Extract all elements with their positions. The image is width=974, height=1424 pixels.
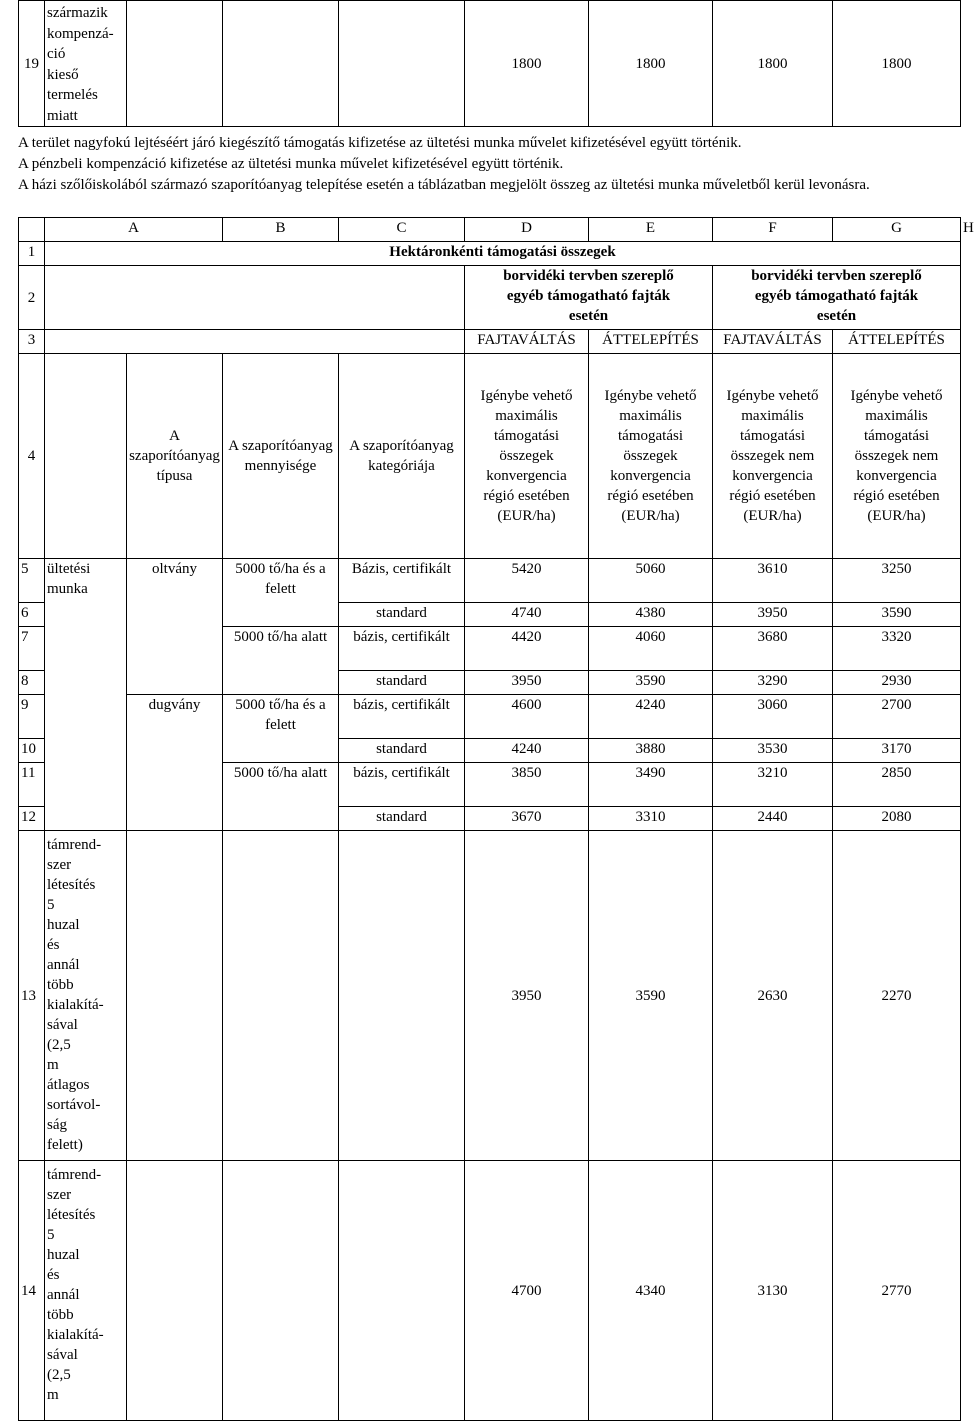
cell-d-category: bázis, certifikált [339, 695, 465, 739]
value-cell: 4240 [465, 739, 589, 763]
value-cell: 4600 [465, 695, 589, 739]
empty-cell [339, 831, 465, 1161]
header-fajtavaltas: FAJTAVÁLTÁS [713, 330, 833, 354]
row-19-number: 19 [19, 1, 45, 127]
line: 5 [47, 1227, 55, 1243]
row-number: 5 [19, 559, 45, 603]
row-number: 6 [19, 603, 45, 627]
value-cell: 3250 [833, 559, 961, 603]
column-header-e: E [589, 218, 713, 242]
cell-b-oltvany: oltvány [127, 559, 223, 695]
row-number: 7 [19, 627, 45, 671]
column-header-g: G [833, 218, 961, 242]
value-cell: 3590 [589, 671, 713, 695]
row-number: 9 [19, 695, 45, 739]
empty-cell [45, 354, 127, 559]
value-cell: 1800 [589, 1, 713, 127]
value-cell: 3310 [589, 807, 713, 831]
cell-d-category: bázis, certifikált [339, 627, 465, 671]
row-19-label [45, 1, 127, 127]
corner-cell [19, 218, 45, 242]
empty-cell [45, 266, 465, 330]
value-cell: 2270 [833, 831, 961, 1161]
value-cell: 2700 [833, 695, 961, 739]
line: támrend- [47, 837, 102, 853]
value-cell: 1800 [465, 1, 589, 127]
value-cell: 3850 [465, 763, 589, 807]
line: szer [47, 857, 72, 873]
line: felett) [47, 1137, 83, 1153]
row-number: 10 [19, 739, 45, 763]
value-cell: 2930 [833, 671, 961, 695]
header-attelepites: ÁTTELEPÍTÉS [589, 330, 713, 354]
cell-d-category: bázis, certifikált [339, 763, 465, 807]
row-number: 14 [19, 1161, 45, 1421]
cell-c-quantity: 5000 tő/ha alatt [223, 627, 339, 695]
column-header-a: A [45, 218, 223, 242]
note-paragraph: A terület nagyfokú lejtéséért járó kiegészítő támogatás kifizetése az ültetési munka művelet kifizetésével együtt történik. [18, 135, 742, 151]
group-header-right: borvidéki tervben szereplő egyéb támogatható fajták esetén [713, 266, 961, 330]
line: létesítés [47, 877, 96, 893]
empty-cell [127, 831, 223, 1161]
line: szer [47, 1187, 72, 1203]
value-cell: 3950 [465, 671, 589, 695]
line: 5 [47, 897, 55, 913]
empty-cell [223, 1161, 339, 1421]
value-cell: 3590 [833, 603, 961, 627]
label-line: ció [47, 46, 66, 62]
header-b-type: A szaporítóanyag típusa [127, 354, 223, 559]
row-number: 3 [19, 330, 45, 354]
empty-cell [127, 1161, 223, 1421]
value-cell: 3950 [465, 831, 589, 1161]
line: ság [47, 1117, 67, 1133]
value-cell: 3170 [833, 739, 961, 763]
cell-a-trellis [45, 831, 127, 1161]
row-number: 12 [19, 807, 45, 831]
cell-d-category: standard [339, 739, 465, 763]
line: és [47, 1267, 60, 1283]
line: kialakítá- [47, 997, 104, 1013]
label-line: kompenzá- [47, 25, 114, 42]
header-fajtavaltas: FAJTAVÁLTÁS [465, 330, 589, 354]
row-number: 11 [19, 763, 45, 807]
value-cell: 3130 [713, 1161, 833, 1421]
line: és [47, 937, 60, 953]
row-number: 1 [19, 242, 45, 266]
value-cell: 3610 [713, 559, 833, 603]
empty-cell [339, 1161, 465, 1421]
value-cell: 5060 [589, 559, 713, 603]
cell-d-category: standard [339, 603, 465, 627]
note-paragraph: A házi szőlőiskolából származó szaporítóanyag telepítése esetén a táblázatban megjelölt összeg az ültetési munka műveletből kerül levonásra. [18, 177, 870, 193]
label-line: termelés [47, 87, 98, 103]
value-cell: 2440 [713, 807, 833, 831]
line: m [47, 1387, 59, 1403]
note-paragraph: A pénzbeli kompenzáció kifizetése az ültetési munka művelet kifizetésével együtt történik. [18, 156, 564, 172]
value-cell: 4740 [465, 603, 589, 627]
column-header-d: D [465, 218, 589, 242]
value-cell: 3680 [713, 627, 833, 671]
line: annál [47, 1287, 80, 1303]
line: létesítés [47, 1207, 96, 1223]
empty-cell [45, 330, 465, 354]
line: (2,5 [47, 1037, 71, 1053]
value-cell: 4380 [589, 603, 713, 627]
cell-c-quantity: 5000 tő/ha alatt [223, 763, 339, 831]
empty-cell [127, 1, 223, 127]
value-cell: 3490 [589, 763, 713, 807]
value-cell: 3320 [833, 627, 961, 671]
value-cell: 1800 [713, 1, 833, 127]
value-cell: 2630 [713, 831, 833, 1161]
value-cell: 3590 [589, 831, 713, 1161]
line: több [47, 977, 74, 993]
empty-cell [339, 1, 465, 127]
line: sával [47, 1017, 78, 1033]
row-number: 2 [19, 266, 45, 330]
value-cell: 4340 [589, 1161, 713, 1421]
cell-b-dugvany: dugvány [127, 695, 223, 831]
value-cell: 4420 [465, 627, 589, 671]
value-cell: 3060 [713, 695, 833, 739]
header-f: Igénybe vehető maximális támogatási összegek konvergencia régió esetében (EUR/ha) [589, 354, 713, 559]
empty-cell [223, 831, 339, 1161]
value-cell: 2080 [833, 807, 961, 831]
value-cell: 3210 [713, 763, 833, 807]
line: sortávol- [47, 1097, 101, 1113]
support-amounts-table: A B C D E F G H 1 Hektáronkénti támogatási összegek 2 borvidéki tervben szereplő egyéb támogatható fajták esetén borvidéki tervben szereplő egyéb támogatható fajták esetén 3 FAJTAVÁLTÁS ÁTTELEPÍTÉS FAJTAVÁLTÁS ÁTTELEPÍTÉS 4 A szaporítóanyag típusa A szaporítóanyag mennyisége A szaporítóanyag kategóriája Igénybe vehető maximális támogatási összegek konvergencia régió esetében (EUR/ha) Igénybe vehető maximális támogatási összegek konvergencia régió esetében (EUR/ha) Igénybe vehető maximális támogatási összegek nem konvergencia régió esetében (EUR/ha) Igénybe vehető maximális támogatási összegek nem konvergencia régió esetében (EUR/ha) 5 ültetési munka oltvány 5000 tő/ha és a felett Bázis, certifikált 5420 5060 3610 3250 6 standard 4740 4380 3950 3590 7 5000 tő/ha alatt bázis, certifikált 4420 4060 3680 3320 8 standard 3950 3590 3290 2930 9 dugvány 5000 tő/ha és a felett bázis, certifikált 4600 4240 3060 2700 10 standard 4240 3880 3530 3170 11 5000 tő/ha alatt bázis, certifikált 3850 3490 3210 2850 12 standard 3670 3310 2440 2080 13 támrend- szer létesítés 5 huzal és annál több kialakítá- sával (2,5 m átlagos sortávol- ság felett) 3950 3590 2630 2270 14 támrend- szer létesítés 5 huzal és annál több kialakítá- sával (2,5 m 4700 4340 3130 2770 [18, 217, 961, 1421]
value-cell: 3880 [589, 739, 713, 763]
header-attelepites: ÁTTELEPÍTÉS [833, 330, 961, 354]
value-cell: 1800 [833, 1, 961, 127]
line: sával [47, 1347, 78, 1363]
header-e: Igénybe vehető maximális támogatási összegek konvergencia régió esetében (EUR/ha) [465, 354, 589, 559]
value-cell: 4240 [589, 695, 713, 739]
column-header-f: F [713, 218, 833, 242]
line: m [47, 1057, 59, 1073]
cell-c-quantity: 5000 tő/ha és a felett [223, 559, 339, 627]
column-header-b: B [223, 218, 339, 242]
row-number: 13 [19, 831, 45, 1161]
cell-a-planting: ültetési munka [45, 559, 127, 831]
row-number: 8 [19, 671, 45, 695]
line: huzal [47, 917, 80, 933]
cell-d-category: standard [339, 807, 465, 831]
header-d-category: A szaporítóanyag kategóriája [339, 354, 465, 559]
value-cell: 3530 [713, 739, 833, 763]
top-table [18, 0, 961, 127]
column-header-c: C [339, 218, 465, 242]
header-h: Igénybe vehető maximális támogatási összegek nem konvergencia régió esetében (EUR/ha) [833, 354, 961, 559]
line: huzal [47, 1247, 80, 1263]
group-header-left: borvidéki tervben szereplő egyéb támogatható fajták esetén [465, 266, 713, 330]
value-cell: 3950 [713, 603, 833, 627]
line: annál [47, 957, 80, 973]
value-cell: 4060 [589, 627, 713, 671]
cell-c-quantity: 5000 tő/ha és a felett [223, 695, 339, 763]
header-g: Igénybe vehető maximális támogatási összegek nem konvergencia régió esetében (EUR/ha) [713, 354, 833, 559]
cell-d-category: standard [339, 671, 465, 695]
row-number: 4 [19, 354, 45, 559]
line: több [47, 1307, 74, 1323]
notes-section [18, 133, 938, 196]
line: kialakítá- [47, 1327, 104, 1343]
label-line: származik [47, 5, 108, 21]
value-cell: 2770 [833, 1161, 961, 1421]
value-cell: 4700 [465, 1161, 589, 1421]
table-title: Hektáronkénti támogatási összegek [45, 242, 961, 266]
value-cell: 5420 [465, 559, 589, 603]
cell-a-trellis [45, 1161, 127, 1421]
label-line: miatt [47, 107, 78, 124]
value-cell: 2850 [833, 763, 961, 807]
label-line: kieső [47, 66, 79, 83]
line: (2,5 [47, 1367, 71, 1383]
line: átlagos [47, 1077, 90, 1093]
line: támrend- [47, 1167, 102, 1183]
value-cell: 3290 [713, 671, 833, 695]
empty-cell [223, 1, 339, 127]
cell-d-category: Bázis, certifikált [339, 559, 465, 603]
value-cell: 3670 [465, 807, 589, 831]
header-c-quantity: A szaporítóanyag mennyisége [223, 354, 339, 559]
